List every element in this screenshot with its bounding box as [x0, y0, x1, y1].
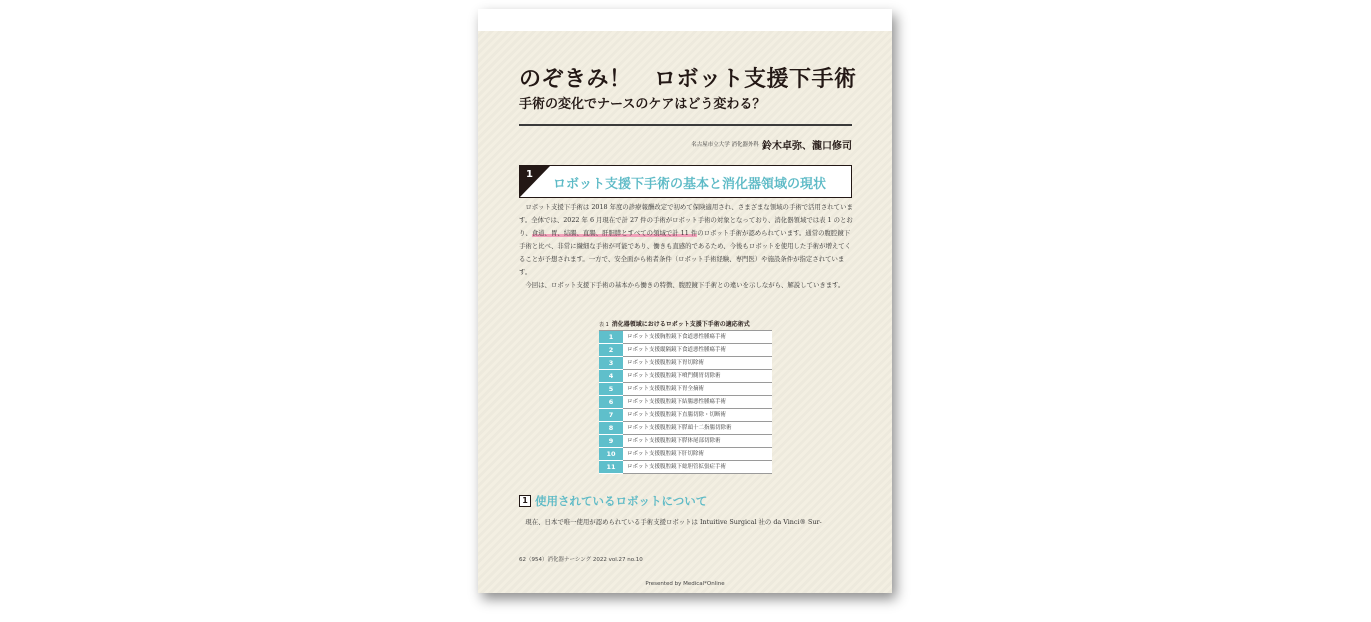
table-row — [599, 461, 772, 474]
table-row-text: ロボット支援腹腔鏡下総胆管拡張症手術 — [627, 464, 727, 470]
table-caption-text: 消化器領域におけるロボット支援下手術の適応術式 — [611, 321, 750, 328]
table-row-text: ロボット支援腹腔鏡下噴門側胃切除術 — [627, 373, 721, 379]
table-row — [599, 357, 772, 370]
table-caption-tag: 表 1 — [599, 322, 609, 328]
page-footer-info: 62（954）消化器ナーシング 2022 vol.27 no.10 — [519, 557, 643, 563]
subsection-number: 1 — [519, 495, 531, 507]
table-row-number: 6 — [599, 396, 623, 409]
table-row-text: ロボット支援縦隔鏡下食道悪性腫瘍手術 — [627, 347, 727, 353]
table-row-number: 10 — [599, 448, 623, 461]
table-row-text: ロボット支援腹腔鏡下膵頭十二指腸切除術 — [627, 425, 732, 431]
table-row-text: ロボット支援腹腔鏡下膵体尾部切除術 — [627, 438, 721, 444]
section-title: ロボット支援下手術の基本と消化器領域の現状 — [553, 177, 827, 192]
table-row — [599, 396, 772, 409]
document-page — [478, 9, 892, 593]
table-row-number: 7 — [599, 409, 623, 422]
subsection-text: 現在、日本で唯一使用が認められている手術支援ロボットは Intuitive Surgical 社の da Vinci® Sur- — [525, 518, 822, 526]
section-number: 1 — [526, 169, 533, 180]
presented-by: Presented by Medical*Online — [645, 581, 725, 587]
author-affiliation: 名古屋市立大学 消化器外科 — [691, 142, 759, 148]
table-row-number: 1 — [599, 331, 623, 344]
subsection-title: 使用されているロボットについて — [535, 494, 708, 508]
table-row-number: 9 — [599, 435, 623, 448]
article-subtitle: 手術の変化でナースのケアはどう変わる？ — [519, 97, 766, 112]
table-row — [599, 435, 772, 448]
table-row-number: 8 — [599, 422, 623, 435]
subsection-heading — [519, 493, 707, 509]
page-top-band — [478, 9, 892, 31]
body-text-part: ロボット支援下手術は 2018 年度の診療報酬改定で初めて保険適用され、さまざまな領域の手術で活用されています。全体では、2022 年 6 月現在で計 27 件の手術がロボット手術の対象となっており、消化器領域では表 1 のとおり、 — [519, 203, 853, 237]
body-text-part: のロボット手術が認められています。通常の腹腔鏡下手術と比べ、非常に繊細な手術が可能であり、働きも直感的であるため、今後もロボットを使用した手術が増えてくることが予想されます。一方で、安全面から術者条件（ロボット手術経験、専門医）や施設条件が指定されています。 — [519, 229, 852, 276]
table-row-number: 2 — [599, 344, 623, 357]
table-row-text: ロボット支援腹腔鏡下直腸切除・切断術 — [627, 412, 727, 418]
title-divider — [519, 124, 852, 126]
table-row-number: 5 — [599, 383, 623, 396]
table-row-text: ロボット支援腹腔鏡下結腸悪性腫瘍手術 — [627, 399, 727, 405]
body-text — [519, 201, 853, 292]
table-row-text: ロボット支援胸腔鏡下食道悪性腫瘍手術 — [627, 334, 727, 340]
section-number-triangle — [520, 166, 550, 197]
table-row-text: ロボット支援腹腔鏡下肝切除術 — [627, 451, 705, 457]
table-row-text: ロボット支援腹腔鏡下胃全摘術 — [627, 386, 705, 392]
body-paragraph — [519, 201, 853, 279]
table-row — [599, 409, 772, 422]
author-names: 鈴木卓弥、瀧口修司 — [762, 141, 852, 152]
table-row — [599, 383, 772, 396]
body-paragraph: 今回は、ロボット支援下手術の基本から働きの特徴、腹腔鏡下手術との違いを示しながら、解説していきます。 — [525, 281, 845, 289]
table-row-number: 3 — [599, 357, 623, 370]
highlighted-text: 食道、胃、結腸、直腸、肝胆膵とすべての領域で計 11 件 — [531, 229, 698, 237]
article-title: のぞきみ！ ロボット支援下手術 — [519, 67, 857, 92]
table-row — [599, 344, 772, 357]
table-row — [599, 331, 772, 344]
procedures-table — [599, 330, 772, 474]
table-row — [599, 448, 772, 461]
table-row — [599, 370, 772, 383]
section-heading — [519, 165, 852, 198]
table-row — [599, 422, 772, 435]
table-row-number: 4 — [599, 370, 623, 383]
table-row-text: ロボット支援腹腔鏡下胃切除術 — [627, 360, 705, 366]
table-caption — [599, 319, 750, 328]
table-row-number: 11 — [599, 461, 623, 474]
